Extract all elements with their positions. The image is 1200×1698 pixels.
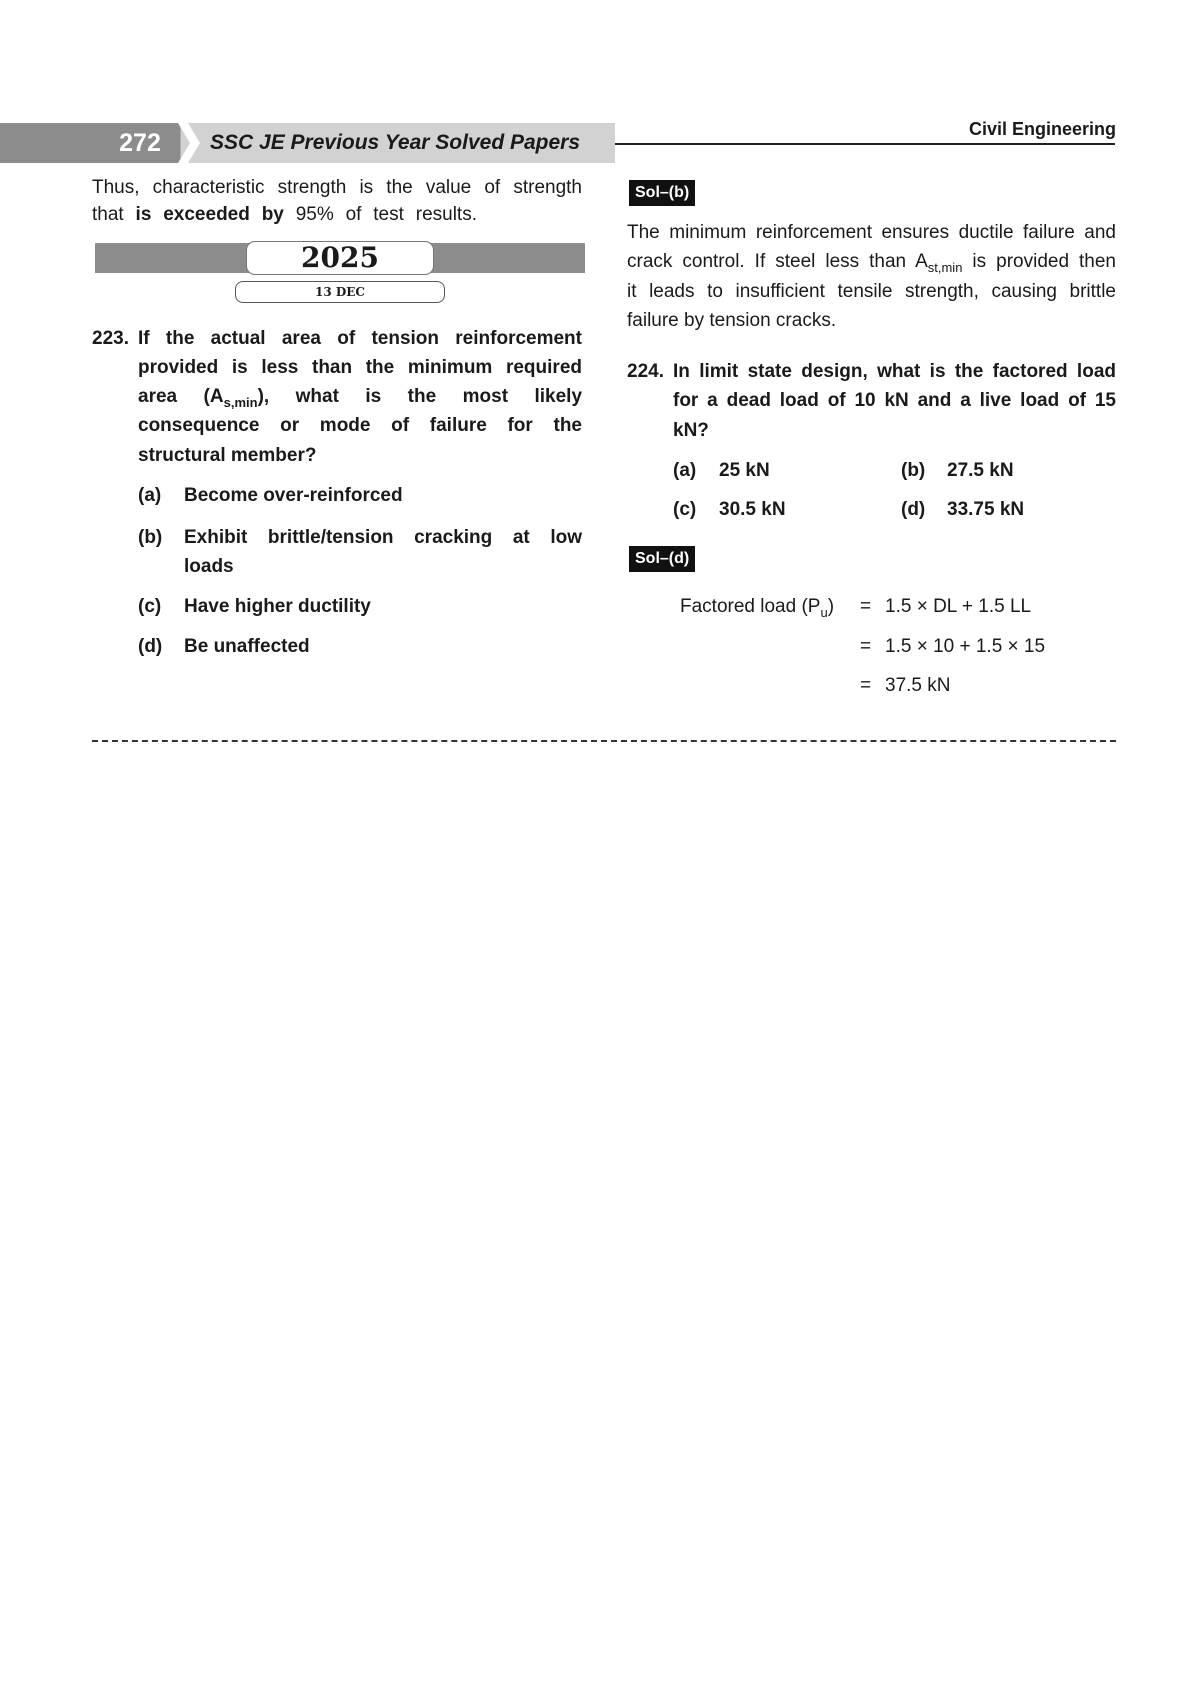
header-rule <box>615 143 1115 145</box>
q223-line-2: provided is less than the minimum required <box>138 357 582 378</box>
section-divider <box>92 740 1116 742</box>
q224-opt-c-text: 30.5 kN <box>719 499 786 520</box>
q223-area-sub: s,min <box>223 395 258 410</box>
sol223-line-3: it leads to insufficient tensile strength, causing brittle <box>627 281 1116 302</box>
q223-line-3 <box>138 382 582 412</box>
sol224-lhs-sub: u <box>820 605 828 620</box>
intro-rest: 95% of test results. <box>295 204 477 225</box>
q224-opt-c-label: (c) <box>673 499 697 520</box>
year-label: 2025 <box>246 241 434 275</box>
q223-opt-b-text-cont: loads <box>184 556 234 577</box>
q223-opt-d-label: (d) <box>138 636 163 657</box>
q224-line-2: for a dead load of 10 kN and a live load of 15 <box>673 390 1116 411</box>
sol224-lhs-post: ) <box>827 596 835 617</box>
q223-line-1: If the actual area of tension reinforcement <box>138 328 582 349</box>
sol224-step-3: 37.5 kN <box>885 675 951 696</box>
q224-number: 224. <box>627 361 664 382</box>
book-title: SSC JE Previous Year Solved Papers <box>210 131 581 154</box>
sol224-step-1: 1.5 × DL + 1.5 LL <box>885 596 1032 617</box>
q224-opt-a-label: (a) <box>673 460 697 481</box>
q224-opt-d-text: 33.75 kN <box>947 499 1025 520</box>
q224-opt-b-label: (b) <box>901 460 926 481</box>
q223-opt-a-label: (a) <box>138 485 162 506</box>
sol224-lhs <box>680 592 834 622</box>
header-chevron-icon <box>178 123 200 163</box>
q223-line-5: structural member? <box>138 445 317 466</box>
q224-opt-a-text: 25 kN <box>719 460 770 481</box>
sol223-sub: st,min <box>927 260 963 275</box>
date-label: 13 DEC <box>235 281 445 303</box>
sol224-eq-3: = <box>860 675 872 696</box>
q223-opt-d-text: Be unaffected <box>184 636 310 657</box>
q224-opt-d-label: (d) <box>901 499 926 520</box>
intro-bold: is exceeded by <box>135 204 284 225</box>
intro-that: that <box>92 204 124 225</box>
sol223-line-1: The minimum reinforcement ensures ductile failure and <box>627 222 1116 243</box>
q223-number: 223. <box>92 328 129 349</box>
q223-opt-c-text: Have higher ductility <box>184 596 371 617</box>
q223-opt-b-text: Exhibit brittle/tension cracking at low <box>184 527 582 548</box>
sol223-post: is provided then <box>972 251 1116 272</box>
intro-line-1: Thus, characteristic strength is the value of strength <box>92 177 582 198</box>
sol223-pre: crack control. If steel less than A <box>627 251 928 272</box>
q223-area-post: ), what is the most likely <box>257 386 583 407</box>
sol223-line-2 <box>627 247 1116 277</box>
sol224-step-2: 1.5 × 10 + 1.5 × 15 <box>885 636 1046 657</box>
sol224-eq-2: = <box>860 636 872 657</box>
q223-opt-b-label: (b) <box>138 527 163 548</box>
intro-line-2 <box>92 200 477 229</box>
sol224-eq-1: = <box>860 596 872 617</box>
subject-title: Civil Engineering <box>968 119 1116 139</box>
q223-line-4: consequence or mode of failure for the <box>138 415 582 436</box>
q223-area-pre: area (A <box>138 386 224 407</box>
sol-223-badge: Sol–(b) <box>629 180 695 206</box>
q224-line-3: kN? <box>673 420 709 441</box>
q223-opt-a-text: Become over-reinforced <box>184 485 403 506</box>
sol-224-badge: Sol–(d) <box>629 546 695 572</box>
q224-opt-b-text: 27.5 kN <box>947 460 1014 481</box>
sol223-line-4: failure by tension cracks. <box>627 310 837 331</box>
page-number: 272 <box>119 129 161 157</box>
q224-line-1: In limit state design, what is the factored load <box>673 361 1116 382</box>
q223-opt-c-label: (c) <box>138 596 162 617</box>
sol224-lhs-pre: Factored load (P <box>680 596 821 617</box>
